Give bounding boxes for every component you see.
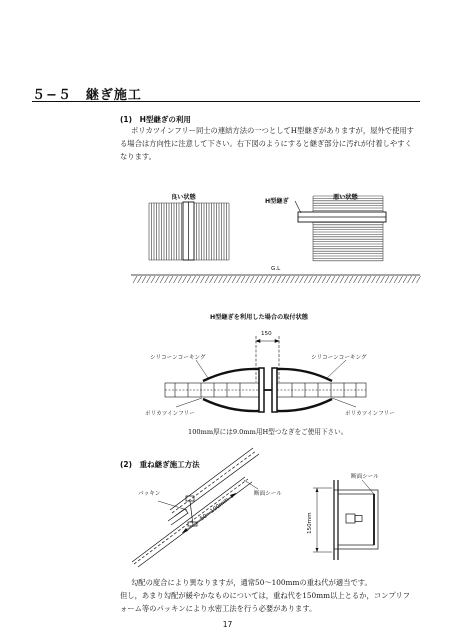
caulk-right-label: シリコーンコーキング (311, 355, 367, 361)
joint-detail-title: H型継ぎを利用した場合の取付状態 (210, 314, 308, 321)
overlap-dim-label: 50〜100mm (199, 496, 231, 523)
dim-150-label: 150 (261, 331, 272, 337)
bad-panel-drawing (313, 196, 383, 261)
left-poly-sheet (165, 383, 259, 397)
part2-heading: (2) 重ね継ぎ施工方法 (120, 460, 200, 469)
overlap-leaders (158, 480, 258, 510)
part1-para-line3: なります。 (120, 152, 156, 161)
seal-label-left: 断面シール (254, 491, 282, 497)
right-poly-sheet (277, 383, 366, 397)
page-number: 17 (222, 620, 233, 629)
part2-para-line1: 勾配の度合により異なりますが，通常50〜100mmの重ね代が適当です。 (131, 578, 372, 587)
part2-para-line2: 但し，あまり勾配が緩やかなものについては，重ね代を150mm以上とるか，コンプリフ (120, 591, 411, 600)
packing-label: パッキン (138, 491, 161, 497)
h-joint-note: 100mm厚には9.0mm用H型つなぎをご使用下さい。 (188, 428, 348, 436)
vertical-dim-label: 150mm (307, 512, 313, 534)
h-joint-label: H型継ぎ (265, 198, 289, 205)
poly-right-label: ポリカツインフリー (345, 411, 395, 417)
poly-left-label: ポリカツインフリー (145, 411, 195, 417)
ground-hatch (133, 276, 421, 283)
gl-label: G.L (271, 266, 281, 272)
part1-heading: (1) H型継ぎの利用 (120, 115, 191, 124)
vertical-joint-diagram (313, 480, 378, 560)
h-joint-leader (295, 201, 301, 213)
bad-h-joint (298, 212, 386, 222)
caulk-left-label: シリコーンコーキング (150, 355, 206, 361)
good-state-label: 良い状態 (171, 194, 196, 201)
part2-para-line3: ォーム等のパッキンにより水密工法を行う必要があります。 (120, 604, 317, 613)
section-title: ５−５ 継ぎ施工 (32, 88, 142, 103)
bad-state-label: 悪い状態 (333, 194, 358, 201)
part1-para-line2: る場合は方向性に注意して下さい。右下図のようにすると継ぎ部分に汚れが付着しやすく (120, 139, 412, 148)
good-h-joint (183, 202, 194, 260)
part1-para-line1: ポリカツインフリー同士の連結方法の一つとしてH型継ぎがありますが，屋外で使用す (131, 126, 414, 135)
seal-label-right: 断面シール (351, 474, 379, 480)
